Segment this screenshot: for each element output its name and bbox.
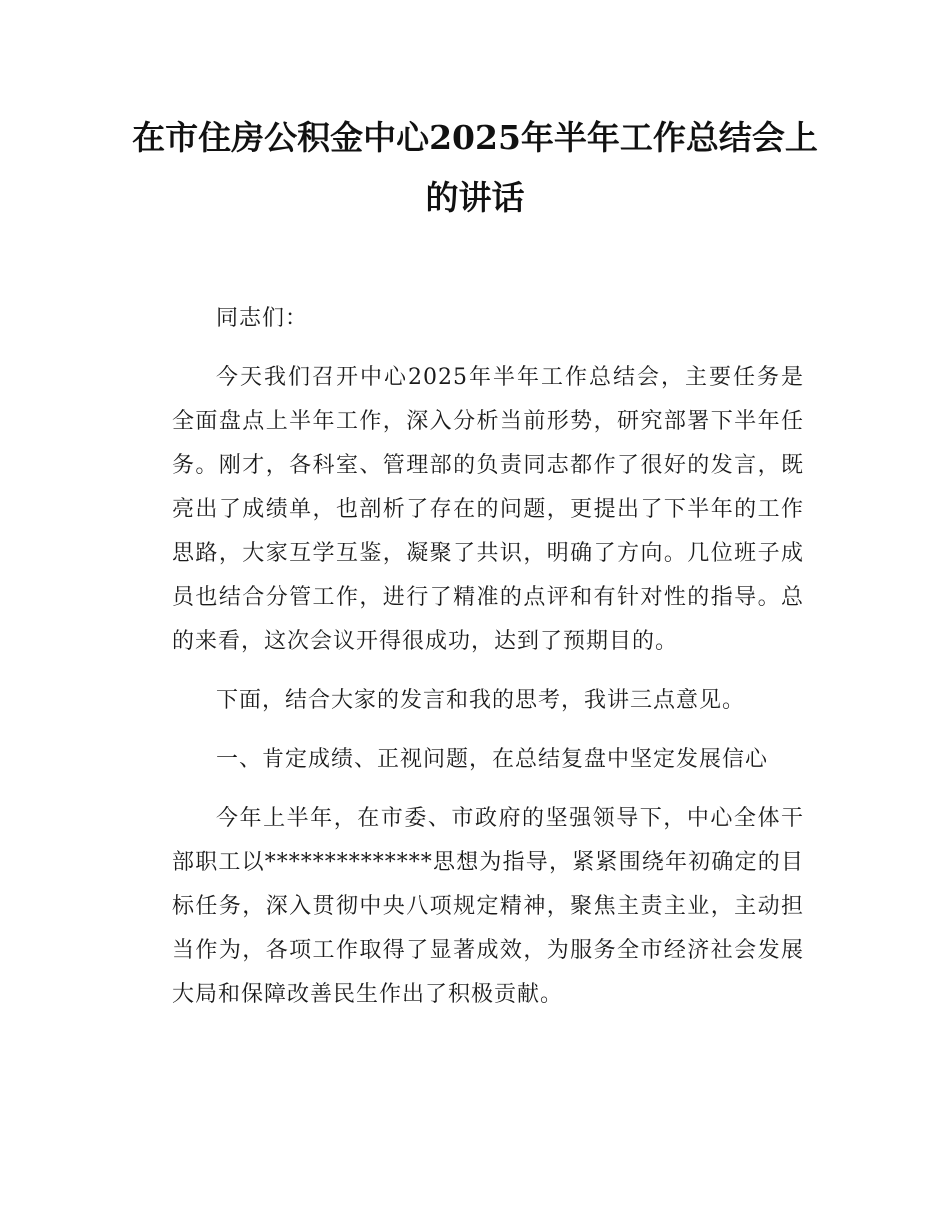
document-body: [172, 297, 804, 1032]
section-heading-1: 一、肯定成绩、正视问题，在总结复盘中坚定发展信心: [216, 747, 769, 772]
intro-paragraph: 今天我们召开中心2025年半年工作总结会，主要任务是全面盘点上半年工作，深入分析当前形势，研究部署下半年任务。刚才，各科室、管理部的负责同志都作了很好的发言，既亮出了成绩单，也剖析了存在的问题，更提出了下半年的工作思路，大家互学互鉴，凝聚了共识，明确了方向。几位班子成员也结合分管工作，进行了精准的点评和有针对性的指导。总的来看，这次会议开得很成功，达到了预期目的。: [172, 365, 804, 654]
salutation-paragraph: 同志们：: [216, 306, 309, 331]
transition-paragraph: 下面，结合大家的发言和我的思考，我讲三点意见。: [216, 688, 746, 713]
document-title: 在市住房公积金中心2025年半年工作总结会上的讲话: [132, 118, 818, 217]
section-1-paragraph: 今年上半年，在市委、市政府的坚强领导下，中心全体干部职工以**************思想为指导，紧紧围绕年初确定的目标任务，深入贯彻中央八项规定精神，聚焦主责主业，主动担当作为，各项工作取得了显著成效，为服务全市经济社会发展大局和保障改善民生作出了积极贡献。: [172, 806, 804, 1007]
